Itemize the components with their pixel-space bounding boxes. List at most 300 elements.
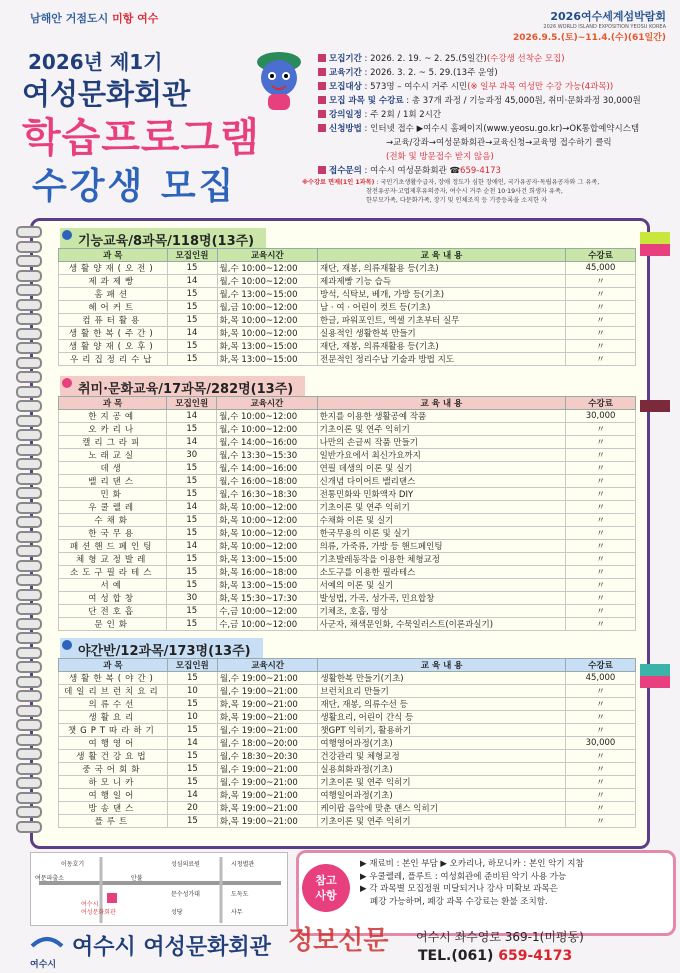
pin-icon (62, 378, 72, 388)
binder-ring (16, 792, 42, 804)
course-name-cell: 민화 (59, 488, 167, 501)
description-cell: 재단, 재봉, 의류수선 등 (318, 698, 566, 711)
binder-ring (16, 705, 42, 717)
fee-cell: 〃 (566, 514, 636, 527)
binder-ring (16, 299, 42, 311)
capacity-cell: 15 (167, 579, 217, 592)
description-cell: 실용적인 생활한복 만들기 (318, 327, 566, 340)
binder-ring (16, 400, 42, 412)
reference-line: ▶ 우쿨렐레, 플루트 : 여성회관에 준비된 악기 사용 가능 (360, 871, 567, 882)
binder-ring (16, 676, 42, 688)
map-label: 이동호기 (61, 861, 85, 868)
capacity-cell: 15 (167, 605, 217, 618)
fee-cell: 〃 (566, 475, 636, 488)
pin-icon (62, 640, 72, 650)
description-cell: 전통민화와 민화액자 DIY (317, 488, 566, 501)
schedule-cell: 화,목 10:00~12:00 (217, 501, 317, 514)
fee-exemption-note: ※수강료 면제(1인 1과목) : 국민기초생활수급자, 장애 정도가 심한 장애인, 국가유공자·독립유공자와 그 유족, 참전유공자·고엽제후유의증자, 여수시 거주 순천 10·19사건 희생자 유족, 한부모가족, 다문화가족, 장기 및 인체조직 등 기증등록을 소지한 자 (302, 179, 600, 204)
column-header: 교 육 내 용 (318, 659, 566, 672)
map-label: 성당 (171, 909, 183, 916)
column-header: 교육시간 (217, 249, 317, 262)
table-row (59, 698, 636, 711)
fee-cell: 45,000 (565, 672, 635, 685)
course-name-cell: 밸리댄스 (59, 475, 167, 488)
table-row (59, 566, 636, 579)
fee-cell: 〃 (566, 436, 636, 449)
info-value: 여수시 여성문화회관 ☎ (370, 166, 461, 176)
schedule-cell: 월,수 19:00~21:00 (217, 685, 318, 698)
binder-ring (16, 560, 42, 572)
expo-subtitle: 2026 WORLD ISLAND EXPOSITION YEOSU KOREA (543, 24, 666, 30)
description-cell: 기초이론 및 연주 익히기 (317, 423, 566, 436)
column-header: 교육시간 (217, 659, 318, 672)
course-name-cell: 소도구필라테스 (59, 566, 167, 579)
capacity-cell: 15 (167, 340, 217, 353)
capacity-cell: 15 (167, 672, 217, 685)
course-name-cell: 생활양재(오후) (59, 340, 168, 353)
fee-cell: 〃 (566, 353, 636, 366)
course-name-cell: 데생 (59, 462, 167, 475)
binder-ring (16, 313, 42, 325)
schedule-cell: 월,수 10:00~12:00 (217, 423, 317, 436)
title-year: 2026년 제1기 (28, 50, 163, 74)
table-row (59, 501, 636, 514)
info-row: 강의일정 : 주 2회 / 1회 2시간 (318, 108, 670, 122)
capacity-cell: 15 (167, 815, 217, 828)
table-row (59, 737, 636, 750)
description-cell: 한지를 이용한 생활공예 작품 (317, 410, 566, 423)
title-center: 여성문화회관 (22, 77, 191, 111)
fee-cell: 〃 (566, 540, 636, 553)
fee-cell: 〃 (566, 605, 636, 618)
map-label: 성심의료원 (171, 861, 200, 868)
binder-ring (16, 284, 42, 296)
capacity-cell: 15 (167, 475, 217, 488)
course-name-cell: 플루트 (59, 815, 168, 828)
info-key: 교육기간 (329, 68, 362, 78)
schedule-cell: 월,수 14:00~16:00 (217, 436, 317, 449)
column-header: 모집인원 (167, 659, 217, 672)
schedule-cell: 화,목 19:00~21:00 (217, 789, 318, 802)
binder-ring (16, 719, 42, 731)
map-label: 여문파출소 (35, 875, 64, 882)
schedule-cell: 화,목 19:00~21:00 (217, 802, 318, 815)
column-header: 과 목 (59, 397, 167, 410)
capacity-cell: 15 (167, 423, 217, 436)
course-name-cell: 여성합창 (59, 592, 167, 605)
fee-cell: 〃 (566, 501, 636, 514)
capacity-cell: 15 (167, 262, 217, 275)
column-header: 교육시간 (217, 397, 317, 410)
fee-cell: 〃 (566, 423, 636, 436)
binder-ring (16, 458, 42, 470)
fee-cell: 〃 (566, 566, 636, 579)
description-cell: 전문적인 정리수납 기술과 방법 지도 (318, 353, 566, 366)
fee-cell: 〃 (566, 462, 636, 475)
schedule-cell: 월,수 10:00~12:00 (217, 275, 317, 288)
schedule-cell: 월,수 14:00~16:00 (217, 462, 317, 475)
fee-cell: 〃 (566, 592, 636, 605)
mascot-icon (246, 42, 312, 112)
column-header: 수강료 (566, 249, 636, 262)
binder-ring (16, 545, 42, 557)
reference-line: ▶ 각 과목별 모집정원 미달되거나 강사 미확보 과목은 (360, 884, 558, 894)
course-name-cell: 챗GPT따라하기 (59, 724, 168, 737)
description-cell: 수채화 이론 및 실기 (317, 514, 566, 527)
course-name-cell: 컴퓨터활용 (59, 314, 168, 327)
course-name-cell: 의류수선 (59, 698, 168, 711)
info-row (318, 136, 670, 150)
description-cell: 실용회화과정(기초) (318, 763, 566, 776)
fee-cell: 〃 (566, 449, 636, 462)
fee-cell: 〃 (565, 698, 635, 711)
schedule-cell: 화,목 13:00~15:00 (217, 579, 317, 592)
footer-address: 여수시 좌수영로 369-1(미평동) (416, 930, 584, 944)
schedule-cell: 월,수 16:00~18:00 (217, 475, 317, 488)
binder-ring (16, 603, 42, 615)
course-name-cell: 캘리그라피 (59, 436, 167, 449)
column-header: 수강료 (565, 659, 635, 672)
description-cell: 기초이론 및 연주 익히기 (318, 776, 566, 789)
info-key: 강의일정 (329, 110, 362, 120)
course-name-cell: 한지공예 (59, 410, 167, 423)
schedule-cell: 월,수 10:00~12:00 (217, 410, 317, 423)
description-cell: 방석, 식탁보, 베개, 가방 등(기초) (318, 288, 566, 301)
table-row (59, 275, 636, 288)
capacity-cell: 15 (167, 514, 217, 527)
table-row (59, 475, 636, 488)
check-icon (318, 68, 326, 76)
fee-cell: 〃 (566, 340, 636, 353)
binder-ring (16, 748, 42, 760)
capacity-cell: 15 (167, 353, 217, 366)
schedule-cell: 화,목 19:00~21:00 (217, 711, 318, 724)
binder-ring (16, 226, 42, 238)
table-header-row (59, 397, 636, 410)
binder-ring (16, 241, 42, 253)
capacity-cell: 14 (167, 436, 217, 449)
schedule-cell: 월,수 13:30~15:30 (217, 449, 317, 462)
course-name-cell: 생활양재(오전) (59, 262, 168, 275)
description-cell: 연필 데생의 이론 및 실기 (317, 462, 566, 475)
fee-cell: 〃 (566, 488, 636, 501)
title-program: 학습프로그램 (22, 115, 260, 161)
info-remark: (수강생 선착순 모집) (486, 54, 565, 64)
table-row (59, 605, 636, 618)
table-row (59, 488, 636, 501)
section-title: 야간반/12과목/173명(13주) (60, 638, 263, 661)
table-row (59, 449, 636, 462)
capacity-cell: 14 (167, 501, 217, 514)
binder-ring (16, 647, 42, 659)
info-remark: 659-4173 (460, 166, 501, 176)
fee-cell: 〃 (566, 579, 636, 592)
schedule-cell: 화,목 10:00~12:00 (217, 540, 317, 553)
description-cell: 케이팝 음악에 맞춘 댄스 익히기 (318, 802, 566, 815)
fee-cell: 〃 (565, 724, 635, 737)
table-row (59, 579, 636, 592)
binder-ring (16, 473, 42, 485)
check-icon (318, 54, 326, 62)
table-row (59, 410, 636, 423)
description-cell: 나만의 손글씨 작품 만들기 (317, 436, 566, 449)
binder-ring (16, 487, 42, 499)
binder-ring (16, 444, 42, 456)
schedule-cell: 화,목 13:00~15:00 (217, 340, 317, 353)
column-header: 모집인원 (167, 249, 217, 262)
capacity-cell: 15 (167, 462, 217, 475)
reference-line: 폐강 가능하며, 폐강 과목 수강료는 환불 조치함. (370, 896, 548, 907)
info-remark: (전화 및 방문접수 받지 않음) (386, 152, 494, 162)
fee-cell: 〃 (566, 527, 636, 540)
fee-cell: 〃 (565, 685, 635, 698)
table-row (59, 514, 636, 527)
map-label: 시청별관 (231, 861, 255, 868)
info-value: 2026. 2. 19. ~ 2. 25.(5일간) (370, 54, 487, 64)
capacity-cell: 14 (167, 789, 217, 802)
map-label: 여수시 (81, 901, 99, 908)
footer-name: 여수시 여성문화회관 (72, 935, 271, 960)
map-label: 사무 (231, 909, 243, 916)
description-cell: 생활요리, 어린이 간식 등 (318, 711, 566, 724)
capacity-cell: 15 (167, 488, 217, 501)
fee-cell: 〃 (565, 802, 635, 815)
schedule-cell: 화,목 15:30~17:30 (217, 592, 317, 605)
fee-cell: 〃 (565, 776, 635, 789)
description-cell: 기초이론 및 연주 익히기 (317, 501, 566, 514)
info-list (318, 52, 670, 178)
capacity-cell: 15 (167, 566, 217, 579)
schedule-cell: 화,목 10:00~12:00 (217, 314, 317, 327)
capacity-cell: 30 (167, 592, 217, 605)
fee-cell: 〃 (566, 327, 636, 340)
binder-ring (16, 806, 42, 818)
info-row: 모집기간 : 2026. 2. 19. ~ 2. 25.(5일간)(수강생 선착순 모집) (318, 52, 670, 66)
schedule-cell: 수,금 10:00~12:00 (217, 605, 317, 618)
schedule-cell: 월,금 10:00~12:00 (217, 301, 317, 314)
map-label: 도둑도 (231, 891, 249, 898)
binder-ring (16, 328, 42, 340)
table-row (59, 553, 636, 566)
info-key: 신청방법 (329, 124, 362, 134)
description-cell: 의류, 가죽류, 가방 등 핸드페인팅 (317, 540, 566, 553)
description-cell: 기초이론 및 연주 익히기 (318, 815, 566, 828)
table-row (59, 353, 636, 366)
check-icon (318, 110, 326, 118)
description-cell: 재단, 재봉, 의류재활용 등(기초) (318, 262, 566, 275)
table-row (59, 776, 636, 789)
description-cell: 사군자, 채색문인화, 수묵일러스트(이론과실기) (317, 618, 566, 631)
course-name-cell: 우리집정리수납 (59, 353, 168, 366)
fee-cell: 〃 (566, 618, 636, 631)
section-title: 취미·문화교육/17과목/282명(13주) (60, 376, 305, 399)
binder-ring (16, 255, 42, 267)
table-row (59, 815, 636, 828)
fee-cell: 〃 (566, 553, 636, 566)
schedule-cell: 월,수 19:00~21:00 (217, 672, 318, 685)
info-row: 모집대상 : 573명 – 여수시 거주 시민(※ 일부 과목 여성만 수강 가능(4과목)) (318, 80, 670, 94)
info-key: 접수문의 (329, 166, 362, 176)
binder-ring (16, 690, 42, 702)
capacity-cell: 15 (167, 698, 217, 711)
schedule-cell: 화,목 16:00~18:00 (217, 566, 317, 579)
course-name-cell: 중국어회화 (59, 763, 168, 776)
check-icon (318, 82, 326, 90)
description-cell: 재단, 재봉, 의류재활용 등(기초) (318, 340, 566, 353)
course-name-cell: 데일리브런치요리 (59, 685, 168, 698)
binder-ring (16, 661, 42, 673)
schedule-cell: 화,목 19:00~21:00 (217, 815, 318, 828)
table-row (59, 724, 636, 737)
capacity-cell: 15 (167, 618, 217, 631)
schedule-cell: 월,수 19:00~21:00 (217, 776, 318, 789)
watermark: 정보신문 (288, 926, 389, 956)
info-value: 인터넷 접수 ▶여수시 홈페이지(www.yeosu.go.kr)→OK통합예약시스템 (370, 124, 640, 134)
table-header-row (59, 249, 636, 262)
check-icon (318, 124, 326, 132)
binder-ring (16, 777, 42, 789)
capacity-cell: 14 (167, 410, 217, 423)
fee-cell: 30,000 (566, 410, 636, 423)
capacity-cell: 15 (167, 527, 217, 540)
footer-tel: TEL.(061) 659-4173 (418, 948, 573, 964)
info-row (318, 150, 670, 164)
capacity-cell: 15 (167, 288, 217, 301)
binder-ring (16, 516, 42, 528)
description-cell: 제과제빵 기능 습득 (318, 275, 566, 288)
column-header: 과 목 (59, 659, 168, 672)
description-cell: 소도구를 이용한 필라테스 (317, 566, 566, 579)
capacity-cell: 10 (167, 711, 217, 724)
column-header: 과 목 (59, 249, 168, 262)
schedule-cell: 월,수 10:00~12:00 (217, 262, 317, 275)
title-recruit: 수강생 모집 (32, 166, 237, 207)
slogan: 남해안 거점도시 미항 여수 (30, 12, 159, 25)
course-name-cell: 체형교정발레 (59, 553, 167, 566)
course-name-cell: 노래교실 (59, 449, 167, 462)
course-name-cell: 하모니카 (59, 776, 168, 789)
course-name-cell: 여행일어 (59, 789, 168, 802)
course-name-cell: 홈패션 (59, 288, 168, 301)
info-key: 모집 과목 및 수강료 (329, 96, 404, 106)
course-name-cell: 여행영어 (59, 737, 168, 750)
course-name-cell: 단전호흡 (59, 605, 167, 618)
table-row (59, 540, 636, 553)
table-row (59, 618, 636, 631)
info-key: 모집기간 (329, 54, 362, 64)
table-row (59, 436, 636, 449)
table-row (59, 685, 636, 698)
schedule-cell: 화,목 13:00~15:00 (217, 553, 317, 566)
binder-ring (16, 531, 42, 543)
fee-cell: 〃 (566, 314, 636, 327)
schedule-cell: 화,목 10:00~12:00 (217, 514, 317, 527)
section-title: 기능교육/8과목/118명(13주) (60, 228, 266, 251)
tab-marker (640, 676, 670, 688)
table-row (59, 711, 636, 724)
table-row (59, 462, 636, 475)
capacity-cell: 14 (167, 737, 217, 750)
description-cell: 서예의 이론 및 실기 (317, 579, 566, 592)
schedule-cell: 월,수 19:00~21:00 (217, 724, 318, 737)
table-row (59, 314, 636, 327)
table-row (59, 750, 636, 763)
table-row (59, 327, 636, 340)
reference-lines (360, 858, 666, 908)
capacity-cell: 14 (167, 275, 217, 288)
city-logo-icon: 여수시 (30, 932, 64, 970)
fee-cell: 〃 (566, 275, 636, 288)
info-row: 모집 과목 및 수강료 : 총 37개 과정 / 기능과정 45,000원, 취미·문화과정 30,000원 (318, 94, 670, 108)
tab-marker (640, 244, 670, 256)
course-name-cell: 제과제빵 (59, 275, 168, 288)
binder-ring (16, 734, 42, 746)
schedule-cell: 월,수 16:30~18:30 (217, 488, 317, 501)
capacity-cell: 15 (167, 553, 217, 566)
description-cell: 한국무용의 이론 및 실기 (317, 527, 566, 540)
fee-cell: 45,000 (566, 262, 636, 275)
capacity-cell: 10 (167, 685, 217, 698)
capacity-cell: 15 (167, 724, 217, 737)
binder-ring (16, 342, 42, 354)
location-map (30, 852, 288, 926)
reference-badge: 참고 사항 (302, 864, 350, 912)
pin-icon (62, 230, 72, 240)
check-icon (318, 96, 326, 104)
binder-ring (16, 574, 42, 586)
course-name-cell: 생활한복(주간) (59, 327, 168, 340)
tab-marker (640, 400, 670, 412)
course-name-cell: 수채화 (59, 514, 167, 527)
capacity-cell: 15 (167, 763, 217, 776)
fee-cell: 〃 (565, 711, 635, 724)
description-cell: 여행일어과정(기초) (318, 789, 566, 802)
table-header-row (59, 659, 636, 672)
fee-cell: 〃 (565, 815, 635, 828)
info-row: 접수문의 : 여수시 여성문화회관 ☎659-4173 (318, 164, 670, 178)
description-cell: 생활한복 만들기(기초) (318, 672, 566, 685)
info-value: 2026. 3. 2. ~ 5. 29.(13주 운영) (370, 68, 498, 78)
table-row (59, 262, 636, 275)
capacity-cell: 14 (167, 540, 217, 553)
binder-rings (16, 226, 42, 836)
binder-ring (16, 371, 42, 383)
description-cell: 신개념 다이어트 밸리댄스 (317, 475, 566, 488)
info-value: 주 2회 / 1회 2시간 (370, 110, 442, 120)
table-row (59, 288, 636, 301)
table-row (59, 301, 636, 314)
course-name-cell: 우쿨렐레 (59, 501, 167, 514)
schedule-cell: 월,수 18:00~20:00 (217, 737, 318, 750)
course-name-cell: 생활요리 (59, 711, 168, 724)
schedule-cell: 월,수 19:00~21:00 (217, 763, 318, 776)
capacity-cell: 20 (167, 802, 217, 815)
course-table (58, 248, 636, 366)
tab-marker (640, 232, 670, 244)
info-remark: (※ 일부 과목 여성만 수강 가능(4과목)) (467, 82, 614, 92)
fee-cell: 〃 (565, 750, 635, 763)
course-name-cell: 헤어커트 (59, 301, 168, 314)
map-label: 여성문화회관 (81, 909, 116, 916)
binder-ring (16, 821, 42, 833)
table-row (59, 763, 636, 776)
table-row (59, 802, 636, 815)
description-cell: 기체조, 호흡, 명상 (317, 605, 566, 618)
binder-ring (16, 763, 42, 775)
expo-date: 2026.9.5.(토)~11.4.(수)(61일간) (513, 33, 666, 43)
column-header: 수강료 (566, 397, 636, 410)
fee-cell: 〃 (565, 763, 635, 776)
